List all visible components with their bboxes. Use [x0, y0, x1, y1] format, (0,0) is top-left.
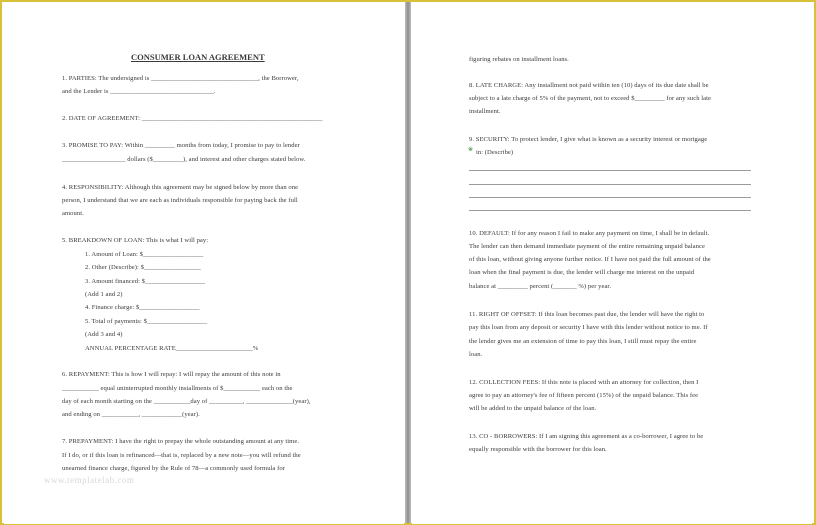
co-borrowers-line-2: equally responsible with the borrower for this loan.: [469, 446, 607, 453]
breakdown-item-2: 2. Other (Describe): $_________________: [85, 264, 201, 271]
document-page-right: [412, 4, 812, 524]
default-line-4: loan when the final payment is due, the lender will charge me interest on the unpaid: [469, 269, 695, 276]
repayment-line-3: day of each month starting on the ___________day of __________, ______________(year),: [62, 398, 311, 405]
prepayment-line-2: If I do, or if this loan is refinanced—that is, replaced by a new note—you will refund the: [62, 452, 301, 459]
breakdown-note-1: (Add 1 and 2): [85, 291, 123, 298]
collection-line-2: agree to pay an attorney's fee of fifteen percent (15%) of the unpaid balance. This fee: [469, 392, 699, 399]
security-line-2: in: (Describe): [476, 149, 514, 156]
default-line-1: 10. DEFAULT: If for any reason I fail to make any payment on time, I shall be in default.: [469, 230, 710, 237]
responsibility-line-3: amount.: [62, 210, 84, 217]
breakdown-item-4: 4. Finance charge: $__________________: [85, 304, 200, 311]
breakdown-heading: 5. BREAKDOWN OF LOAN: This is what I will pay:: [62, 237, 209, 244]
offset-line-4: loan.: [469, 351, 483, 358]
collection-line-1: 12. COLLECTION FEES: If this note is placed with an attorney for collection, then I: [469, 379, 699, 386]
offset-line-2: pay this loan from any deposit or security I have with this lender without notice to me. If: [469, 324, 708, 331]
parties-line-2: and the Lender is _______________________________.: [62, 88, 216, 95]
late-charge-line-2: subject to a late charge of 5% of the payment, not to exceed $_________ for any such late: [469, 95, 711, 102]
late-charge-line-3: installment.: [469, 108, 501, 115]
small-leaf-icon: ❀: [468, 147, 474, 153]
document-page-left: [4, 4, 404, 524]
default-line-2: The lender can then demand immediate payment of the entire remaining unpaid balance: [469, 243, 705, 250]
responsibility-line-2: person, I understand that we are each as individuals responsible for paying back the full: [62, 197, 298, 204]
document-title: CONSUMER LOAN AGREEMENT: [131, 52, 265, 62]
repayment-line-1: 6. REPAYMENT: This is how I will repay: I will repay the amount of this note in: [62, 371, 281, 378]
prepayment-line-3: unearned finance charge, figured by the Rule of 78—a commonly used formula for: [62, 465, 285, 472]
breakdown-note-2: (Add 3 and 4): [85, 331, 123, 338]
security-blank-line-1: [469, 170, 751, 171]
security-blank-line-3: [469, 197, 751, 198]
collection-line-3: will be added to the unpaid balance of the loan.: [469, 405, 597, 412]
offset-line-3: the lender gives me an extension of time to pay this loan, I still must repay the entire: [469, 338, 697, 345]
default-line-3: of this loan, without giving anyone further notice. If I have not paid the full amount of the: [469, 256, 711, 263]
promise-line-1: 3. PROMISE TO PAY: Within _________ months from today, I promise to pay to lender: [62, 142, 300, 149]
date-of-agreement: 2. DATE OF AGREEMENT: ______________________________________________________: [62, 115, 323, 122]
default-line-5: balance at _________ percent (_______ %) per year.: [469, 283, 612, 290]
parties-line-1: 1. PARTIES: The undersigned is ________________________________, the Borrower,: [62, 75, 299, 82]
responsibility-line-1: 4. RESPONSIBILITY: Although this agreement may be signed below by more than one: [62, 184, 299, 191]
security-blank-line-2: [469, 184, 751, 185]
watermark: www.templatelab.com: [44, 475, 135, 485]
annual-percentage-rate: ANNUAL PERCENTAGE RATE_______________________%: [85, 345, 259, 352]
repayment-line-2: ___________ equal uninterrupted monthly installments of $___________ each on the: [62, 385, 293, 392]
offset-line-1: 11. RIGHT OF OFFSET: If this loan becomes past due, the lender will have the right to: [469, 311, 705, 318]
promise-line-2: ___________________ dollars ($_________), and interest and other charges stated below.: [62, 156, 306, 163]
late-charge-line-1: 8. LATE CHARGE: Any installment not paid within ten (10) days of its due date shall be: [469, 82, 709, 89]
breakdown-item-1: 1. Amount of Loan: $__________________: [85, 251, 204, 258]
security-line-1: 9. SECURITY: To protect lender, I give what is known as a security interest or mortgage: [469, 136, 708, 143]
security-blank-line-4: [469, 210, 751, 211]
co-borrowers-line-1: 13. CO - BORROWERS: If I am signing this agreement as a co-borrower, I agree to be: [469, 433, 704, 440]
breakdown-item-5: 5. Total of payments: $__________________: [85, 318, 208, 325]
figuring-rebates: figuring rebates on installment loans.: [469, 56, 569, 63]
breakdown-item-3: 3. Amount financed: $__________________: [85, 278, 206, 285]
page-divider: [405, 2, 411, 523]
prepayment-line-1: 7. PREPAYMENT: I have the right to prepay the whole outstanding amount at any time.: [62, 438, 300, 445]
repayment-line-4: and ending on ___________, ____________(year).: [62, 411, 200, 418]
